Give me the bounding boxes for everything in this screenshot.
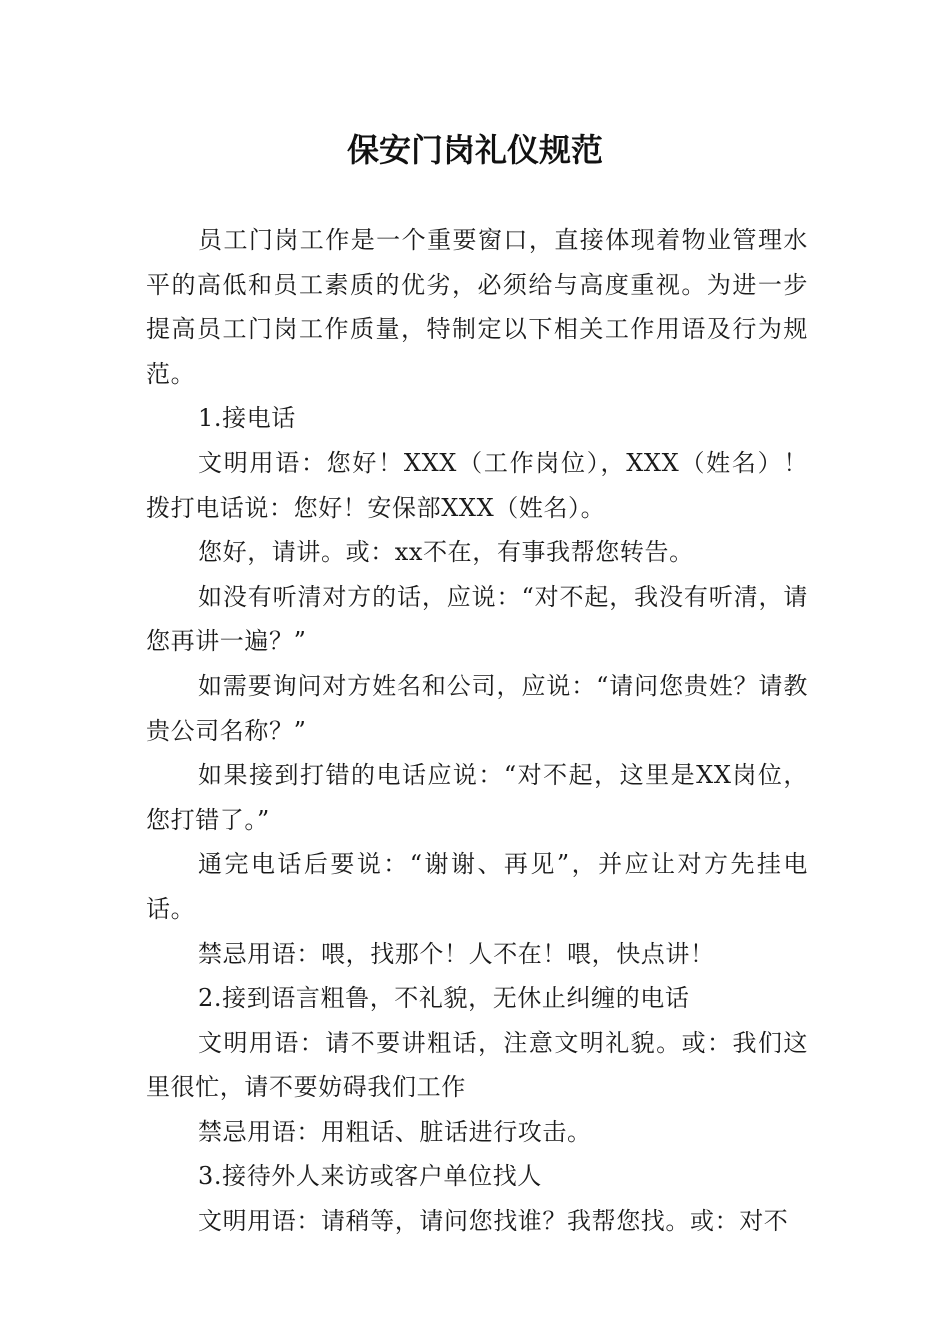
paragraph: 您好，请讲。或：xx不在，有事我帮您转告。 xyxy=(198,538,694,567)
document-title: 保安门岗礼仪规范 xyxy=(346,131,603,169)
paragraph: 文明用语：您好！XXX（工作岗位），XXX（姓名）！拨打电话说：您好！安保部XXX（姓名）。 xyxy=(146,448,808,522)
paragraph: 如需要询问对方姓名和公司，应说：“请问您贵姓？请教贵公司名称？” xyxy=(146,671,808,745)
paragraph: 禁忌用语：喂，找那个！人不在！喂，快点讲！ xyxy=(198,939,715,968)
paragraph: 通完电话后要说：“谢谢、再见”，并应让对方先挂电话。 xyxy=(146,850,808,923)
paragraph: 如没有听清对方的话，应说：“对不起，我没有听清，请您再讲一遍？” xyxy=(146,582,808,656)
section-heading-visitors: 3.接待外人来访或客户单位找人 xyxy=(198,1162,542,1191)
section-heading-answer-phone: 1.接电话 xyxy=(198,404,296,433)
paragraph: 文明用语：请稍等，请问您找谁？我帮您找。或：对不 xyxy=(198,1207,789,1236)
paragraph: 文明用语：请不要讲粗话，注意文明礼貌。或：我们这里很忙，请不要妨碍我们工作 xyxy=(146,1028,808,1102)
paragraph: 禁忌用语：用粗话、脏话进行攻击。 xyxy=(198,1117,592,1146)
section-heading-rude-calls: 2.接到语言粗鲁，不礼貌，无休止纠缠的电话 xyxy=(198,984,690,1013)
paragraph-intro: 员工门岗工作是一个重要窗口，直接体现着物业管理水平的高低和员工素质的优劣，必须给与高度重视。为进一步提高员工门岗工作质量，特制定以下相关工作用语及行为规范。 xyxy=(146,226,808,388)
document-body xyxy=(146,218,808,1244)
paragraph: 如果接到打错的电话应说：“对不起，这里是XX岗位，您打错了。” xyxy=(146,761,808,834)
